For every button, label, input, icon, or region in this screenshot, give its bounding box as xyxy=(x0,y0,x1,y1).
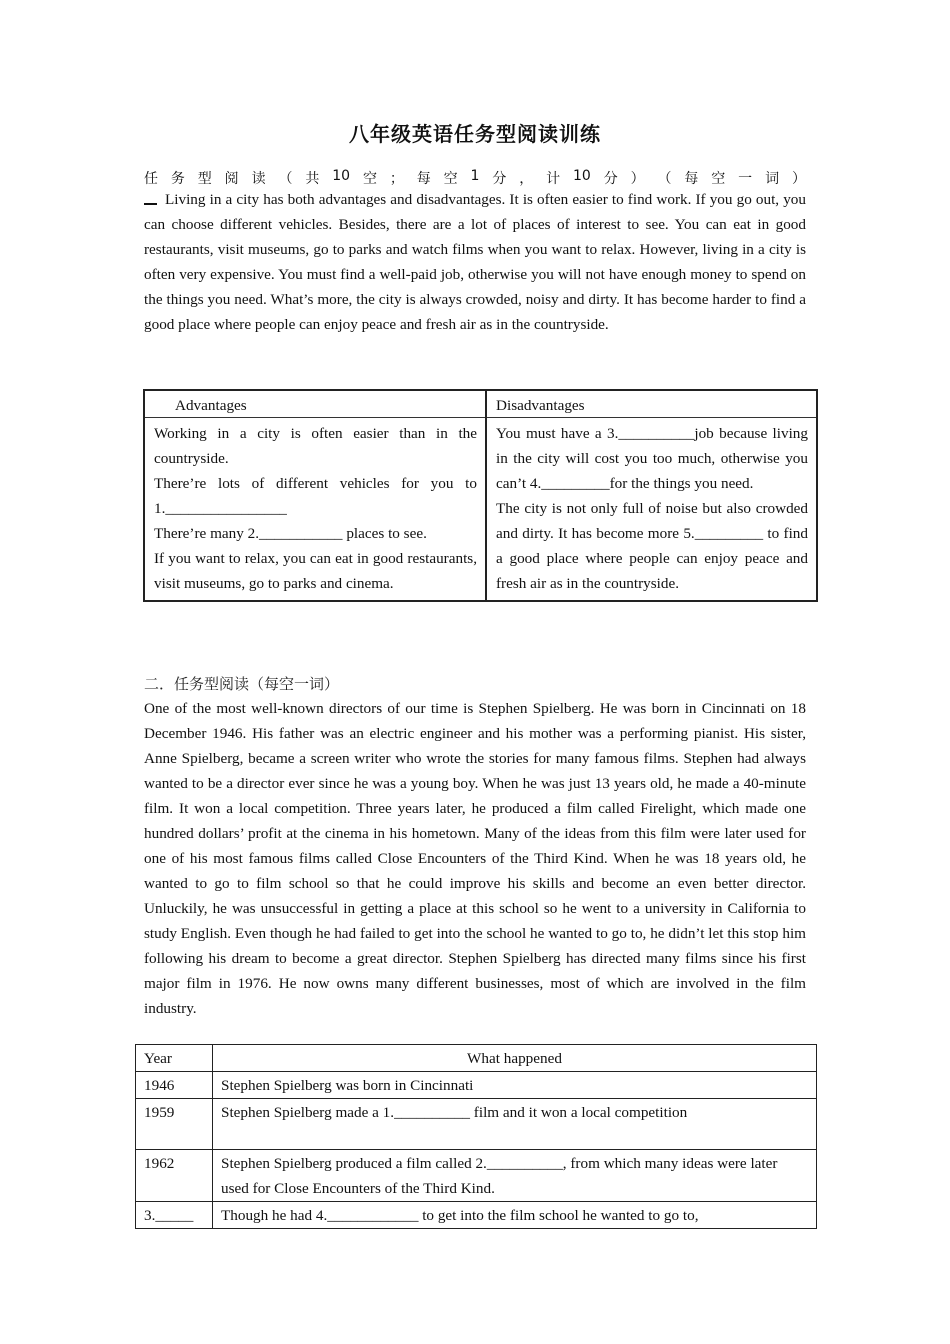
heading-char: 空 xyxy=(711,171,726,187)
heading-char: 分 xyxy=(603,171,618,187)
advantage-item: There’re many 2.___________ places to see. xyxy=(154,525,427,542)
heading-char: ） xyxy=(630,171,645,187)
heading-char: 一 xyxy=(738,171,753,187)
advantages-cell xyxy=(144,418,486,602)
event-cell: Stephen Spielberg made a 1.__________ film and it won a local competition xyxy=(213,1099,817,1150)
heading-char: （ xyxy=(278,171,293,187)
heading-char: 务 xyxy=(170,171,185,187)
section2-heading: 二．任务型阅读（每空一词） xyxy=(144,675,340,693)
year-cell: 1962 xyxy=(136,1150,213,1202)
event-cell: Stephen Spielberg was born in Cincinnati xyxy=(213,1072,817,1099)
heading-char: 读 xyxy=(251,171,266,187)
advantage-item: Working in a city is often easier than in the countryside. xyxy=(154,425,477,467)
disadvantage-item: The city is not only full of noise but also crowded and dirty. It has become more 5._________ to find a good place where people can enjoy peace and fresh air as in the countryside. xyxy=(496,500,808,592)
heading-char: 分 xyxy=(492,171,507,187)
heading-char: 型 xyxy=(197,171,212,187)
event-cell: Though he had 4.____________ to get into the film school he wanted to go to, xyxy=(213,1202,817,1229)
advantages-table xyxy=(143,389,818,602)
heading-char: 每 xyxy=(684,171,699,187)
disadvantage-item: You must have a 3.__________job because living in the city will cost you too much, otherwise you can’t 4._________for the things you need. xyxy=(496,425,808,492)
section2-passage: One of the most well-known directors of our time is Stephen Spielberg. He was born in Cincinnati on 18 December 1946. His father was an electric engineer and his mother was a performing pianist. His sister, Anne Spielberg, became a screen writer who wrote the stories for many famous films. Stephen had always wanted to be a director ever since he was a young boy. When he was just 13 years old, he made a 40-minute film. It won a local competition. Three years later, he produced a film called Firelight, which made one hundred dollars’ profit at the cinema in his hometown. Many of the ideas from this film were later used for one of his most famous films called Close Encounters of the Third Kind. When he was 18 years old, he wanted to go to film school so that he could improve his skills and become an even better director. Unluckily, he was unsuccessful in getting a place at this school so he went to a university in California to study English. Even though he had failed to get into the school he wanted to go to, he didn’t let this stop him following his dream to become a great director. Stephen Spielberg has directed many films since his first major film in 1976. He now owns many different businesses, most of which are involved in the film industry. xyxy=(144,700,806,1017)
disadvantages-cell xyxy=(486,418,817,602)
heading-char: 阅 xyxy=(224,171,239,187)
table-row xyxy=(136,1202,817,1229)
year-header: Year xyxy=(136,1045,213,1072)
year-cell: 1959 xyxy=(136,1099,213,1150)
heading-char: 共 xyxy=(305,171,320,187)
section1-heading xyxy=(144,168,806,188)
heading-char: ， xyxy=(519,171,534,187)
heading-char: 任 xyxy=(144,171,158,187)
advantage-item: If you want to relax, you can eat in good restaurants, visit museums, go to parks and cinema. xyxy=(154,550,477,592)
heading-char: 每 xyxy=(416,171,431,187)
heading-char: ； xyxy=(389,171,404,187)
page-title: 八年级英语任务型阅读训练 xyxy=(349,122,601,146)
heading-char: ） xyxy=(791,171,806,187)
event-cell: Stephen Spielberg produced a film called 2.__________, from which many ideas were later used for Close Encounters of the Third Kind. xyxy=(213,1150,817,1202)
table-row xyxy=(136,1150,817,1202)
heading-char: （ xyxy=(657,171,672,187)
table-row xyxy=(136,1099,817,1150)
what-happened-header: What happened xyxy=(213,1045,817,1072)
heading-char: 10 xyxy=(332,168,351,184)
table-row xyxy=(136,1072,817,1099)
heading-char: 空 xyxy=(443,171,458,187)
disadvantages-header: Disadvantages xyxy=(486,390,817,418)
advantages-header: Advantages xyxy=(144,390,486,418)
heading-char: 词 xyxy=(765,171,780,187)
advantage-item: There’re lots of different vehicles for you to 1.________________ xyxy=(154,475,477,517)
heading-char: 1 xyxy=(470,168,480,184)
section1-passage: Living in a city has both advantages and disadvantages. It is often easier to find work. If you go out, you can choose different vehicles. Besides, there are a lot of places of interest to see. You can eat in good restaurants, visit museums, go to parks and watch films when you want to relax. However, living in a city is often very expensive. You must find a well-paid job, otherwise you will not have enough money to spend on the things you need. What’s more, the city is always crowded, noisy and dirty. It has become harder to find a good place where people can enjoy peace and fresh air as in the countryside. xyxy=(144,191,806,333)
heading-char: 空 xyxy=(362,171,377,187)
year-cell: 1946 xyxy=(136,1072,213,1099)
heading-char: 10 xyxy=(573,168,591,184)
heading-char: 计 xyxy=(546,171,561,187)
timeline-table xyxy=(135,1044,817,1229)
year-cell: 3._____ xyxy=(136,1202,213,1229)
